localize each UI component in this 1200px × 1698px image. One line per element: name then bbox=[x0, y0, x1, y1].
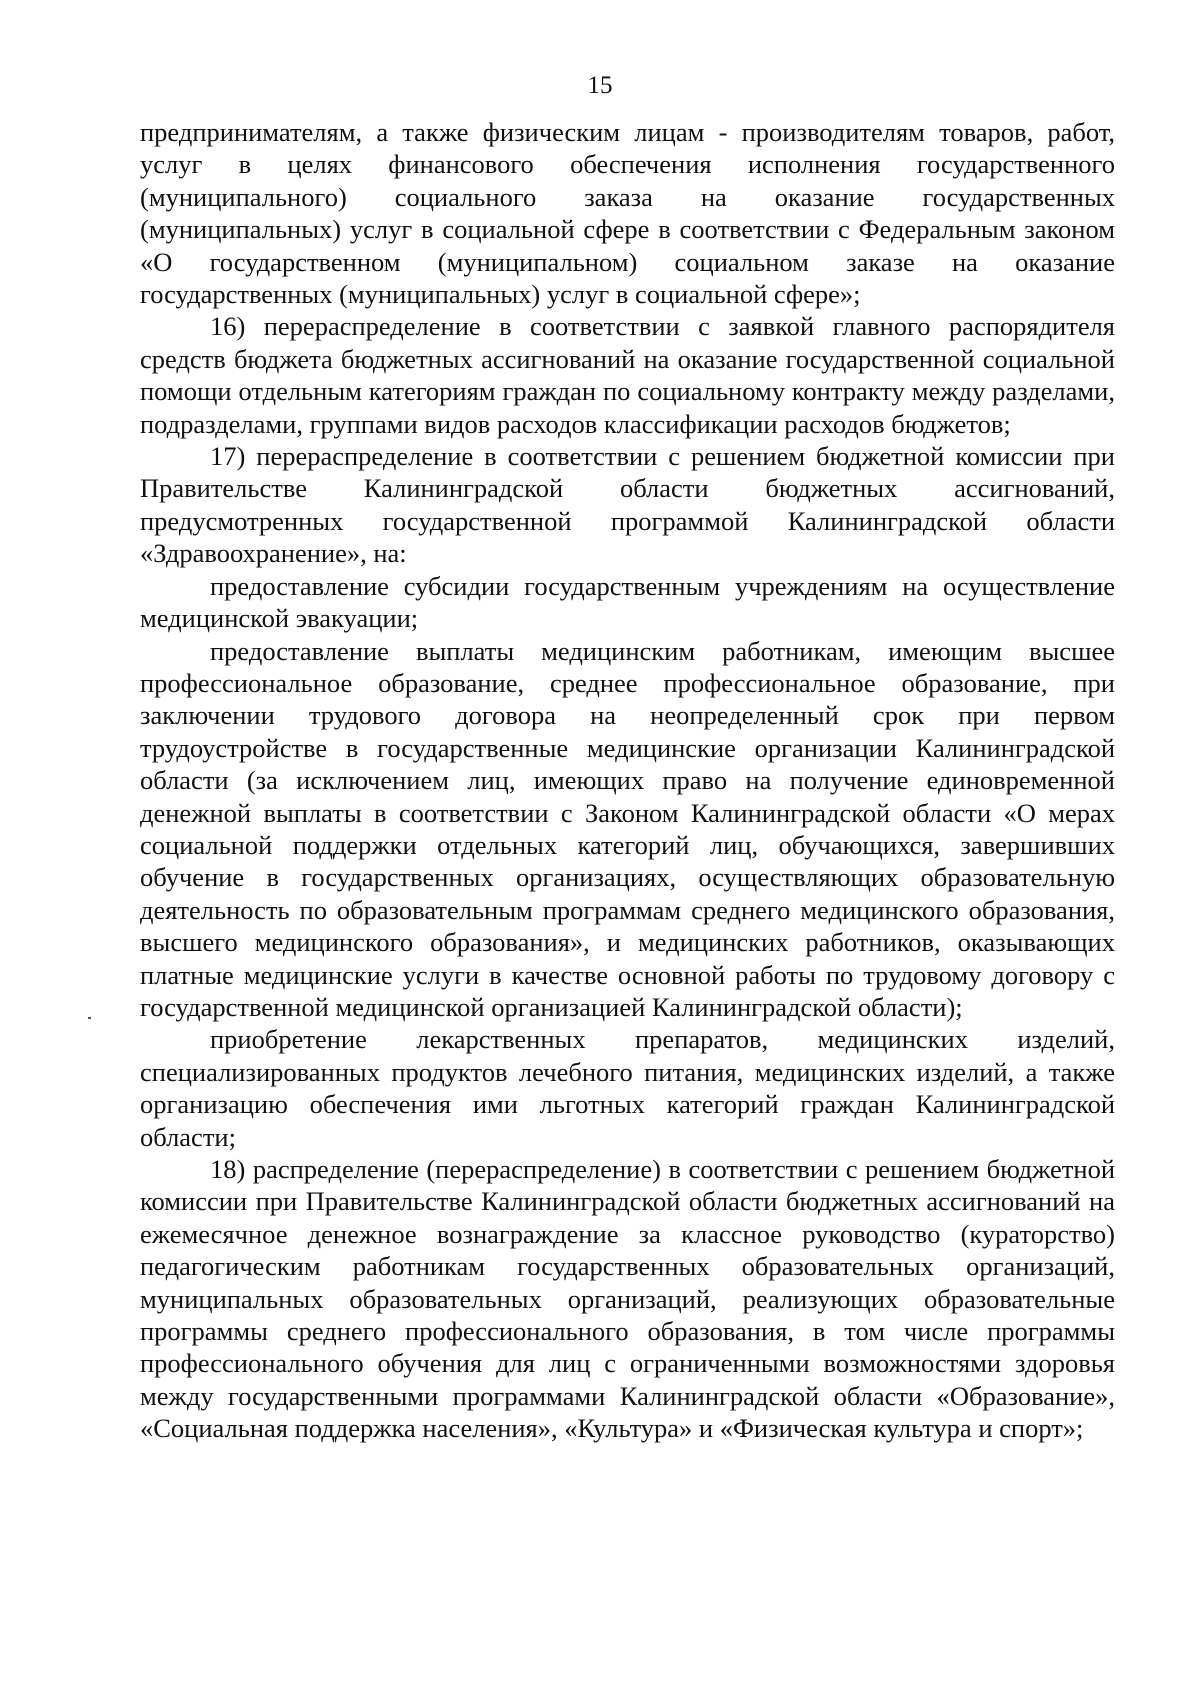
paragraph-item-17-evacuation: предоставление субсидии государственным учреждениям на осуществление медицинской эвакуации; bbox=[140, 570, 1115, 634]
page-number: 15 bbox=[587, 72, 613, 99]
paragraph-item-18: 18) распределение (перераспределение) в соответствии с решением бюджетной комиссии при Правительстве Калининградской области бюджетных ассигнований на ежемесячное денежное вознаграждение за классное руководство (кураторство) педагогическим работникам государственных образовательных организаций, муниципальных образовательных организаций, реализующих образовательные программы среднего профессионального образования, в том числе программы профессионального обучения для лиц с ограниченными возможностями здоровья между государственными программами Калининградской области «Образование», «Социальная поддержка населения», «Культура» и «Физическая культура и спорт»; bbox=[140, 1154, 1115, 1444]
paragraph-item-17: 17) перераспределение в соответствии с решением бюджетной комиссии при Правительстве Калининградской области бюджетных ассигнований, предусмотренных государственной программой Калининградской области «Здравоохранение», на: bbox=[140, 441, 1115, 569]
paragraph-item-17-payments: предоставление выплаты медицинским работникам, имеющим высшее профессиональное образование, среднее профессиональное образование, при заключении трудового договора на неопределенный срок при первом трудоустройстве в государственные медицинские организации Калининградской области (за исключением лиц, имеющих право на получение единовременной денежной выплаты в соответствии с Законом Калининградской области «О мерах социальной поддержки отдельных категорий лиц, обучающихся, завершивших обучение в государственных организациях, осуществляющих образовательную деятельность по образовательным программам среднего медицинского образования, высшего медицинского образования», и медицинских работников, оказывающих платные медицинские услуги в качестве основной работы по трудовому договору с государственной медицинской организацией Калининградской области); bbox=[140, 635, 1115, 1022]
document-body bbox=[140, 116, 1115, 1445]
paragraph-intro: предпринимателям, а также физическим лицам - производителям товаров, работ, услуг в целях финансового обеспечения исполнения государственного (муниципального) социального заказа на оказание государственных (муниципальных) услуг в социальной сфере в соответствии с Федеральным законом «О государственном (муниципальном) социальном заказе на оказание государственных (муниципальных) услуг в социальной сфере»; bbox=[140, 117, 1115, 310]
scan-speck bbox=[88, 1017, 91, 1019]
paragraph-item-16: 16) перераспределение в соответствии с заявкой главного распорядителя средств бюджета бюджетных ассигнований на оказание государственной социальной помощи отдельным категориям граждан по социальному контракту между разделами, подразделами, группами видов расходов классификации расходов бюджетов; bbox=[140, 311, 1115, 439]
paragraph-item-17-medicines: приобретение лекарственных препаратов, медицинских изделий, специализированных продуктов лечебного питания, медицинских изделий, а также организацию обеспечения ими льготных категорий граждан Калининградской области; bbox=[140, 1024, 1115, 1152]
